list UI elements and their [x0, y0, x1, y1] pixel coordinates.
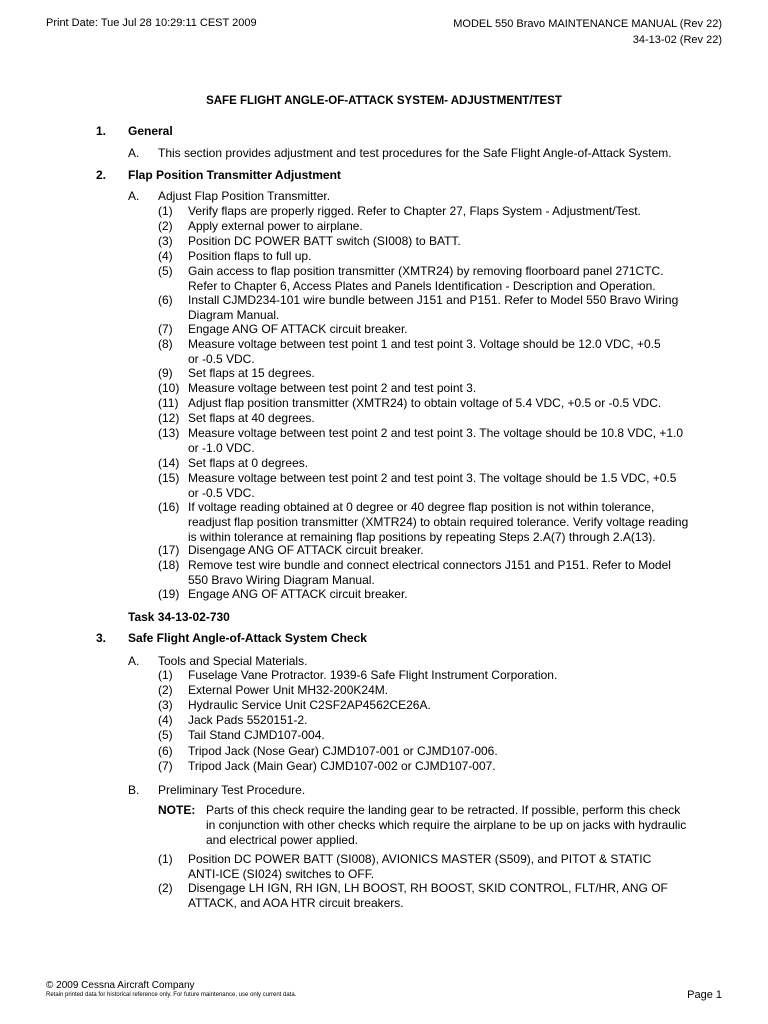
step-line: Measure voltage between test point 2 and test point 3.	[188, 381, 477, 395]
step-line: Diagram Manual.	[188, 308, 280, 322]
step-line: Remove test wire bundle and connect electrical connectors J151 and P151. Refer to Model	[188, 558, 671, 572]
sub-letter: A.	[128, 146, 140, 160]
manual-title: MODEL 550 Bravo MAINTENANCE MANUAL (Rev 22)	[453, 18, 722, 30]
step-line: Tripod Jack (Main Gear) CJMD107-002 or CJMD107-007.	[188, 759, 496, 773]
section-number: 3.	[96, 631, 107, 645]
step-line: or -0.5 VDC.	[188, 352, 255, 366]
note-line: in conjunction with other checks which require the airplane to be up on jacks with hydraulic	[206, 818, 687, 832]
step-text	[188, 293, 702, 323]
step-text	[188, 426, 702, 456]
step-text	[188, 411, 702, 426]
step-text	[188, 337, 702, 367]
step-text	[188, 852, 702, 882]
step-number: (13)	[158, 426, 180, 440]
sub-letter: B.	[128, 783, 140, 797]
step-line: 550 Bravo Wiring Diagram Manual.	[188, 573, 375, 587]
step-line: Adjust flap position transmitter (XMTR24) to obtain voltage of 5.4 VDC, +0.5 or -0.5 VDC.	[188, 396, 662, 410]
step-line: Position DC POWER BATT (SI008), AVIONICS MASTER (S509), and PITOT & STATIC	[188, 852, 652, 866]
note-text	[206, 803, 702, 848]
step-number: (5)	[158, 264, 173, 278]
page-title: SAFE FLIGHT ANGLE-OF-ATTACK SYSTEM- ADJUSTMENT/TEST	[206, 95, 562, 107]
step-line: is within tolerance at remaining flap positions by repeating Steps 2.A(7) through 2.A(13).	[188, 530, 656, 544]
step-line: Engage ANG OF ATTACK circuit breaker.	[188, 587, 408, 601]
step-line: Refer to Chapter 6, Access Plates and Panels Identification - Description and Operation.	[188, 279, 656, 293]
step-text	[188, 366, 702, 381]
step-text	[188, 471, 702, 501]
step-number: (15)	[158, 471, 180, 485]
step-text	[188, 219, 702, 234]
step-number: (7)	[158, 759, 173, 773]
step-text	[188, 744, 702, 759]
step-text	[188, 587, 702, 602]
step-number: (1)	[158, 852, 173, 866]
step-text	[188, 713, 702, 728]
step-line: Set flaps at 0 degrees.	[188, 456, 309, 470]
step-text	[188, 683, 702, 698]
step-line: Disengage ANG OF ATTACK circuit breaker.	[188, 543, 424, 557]
step-text	[188, 500, 702, 545]
step-number: (11)	[158, 396, 179, 410]
step-number: (17)	[158, 543, 180, 557]
step-number: (16)	[158, 500, 180, 514]
step-line: Hydraulic Service Unit C2SF2AP4562CE26A.	[188, 698, 431, 712]
step-number: (4)	[158, 249, 173, 263]
step-number: (1)	[158, 668, 173, 682]
step-number: (18)	[158, 558, 180, 572]
step-number: (3)	[158, 698, 173, 712]
step-number: (7)	[158, 322, 173, 336]
section-code: 34-13-02 (Rev 22)	[632, 34, 722, 46]
step-number: (2)	[158, 683, 173, 697]
step-number: (3)	[158, 234, 173, 248]
retention-notice: Retain printed data for historical reference only. For future maintenance, use only current data.	[46, 992, 297, 998]
step-line: ATTACK, and AOA HTR circuit breakers.	[188, 896, 404, 910]
step-line: Tripod Jack (Nose Gear) CJMD107-001 or CJMD107-006.	[188, 744, 498, 758]
step-line: Set flaps at 40 degrees.	[188, 411, 315, 425]
step-line: Tail Stand CJMD107-004.	[188, 728, 325, 742]
step-line: Gain access to flap position transmitter (XMTR24) by removing floorboard panel 271CTC.	[188, 264, 664, 278]
step-text	[188, 396, 702, 411]
step-text	[188, 558, 702, 588]
step-line: External Power Unit MH32-200K24M.	[188, 683, 389, 697]
step-number: (19)	[158, 587, 180, 601]
section-label: Flap Position Transmitter Adjustment	[128, 168, 341, 182]
step-number: (9)	[158, 366, 173, 380]
step-line: Apply external power to airplane.	[188, 219, 363, 233]
step-number: (10)	[158, 381, 180, 395]
step-number: (5)	[158, 728, 173, 742]
step-text	[188, 264, 702, 294]
step-line: Position flaps to full up.	[188, 249, 312, 263]
step-text	[188, 204, 702, 219]
step-number: (14)	[158, 456, 180, 470]
step-text	[188, 881, 702, 911]
manual-header	[453, 16, 722, 48]
step-text	[188, 668, 702, 683]
note-label: NOTE:	[158, 803, 196, 817]
step-line: or -1.0 VDC.	[188, 441, 255, 455]
step-number: (2)	[158, 881, 173, 895]
sub-text: Tools and Special Materials.	[158, 654, 308, 668]
step-text	[188, 381, 702, 396]
step-text	[188, 759, 702, 774]
step-text	[188, 234, 702, 249]
section-label: Safe Flight Angle-of-Attack System Check	[128, 631, 367, 645]
step-text	[188, 322, 702, 337]
step-line: ANTI-ICE (SI024) switches to OFF.	[188, 867, 375, 881]
step-number: (6)	[158, 293, 173, 307]
section-number: 2.	[96, 168, 107, 182]
section-number: 1.	[96, 124, 107, 138]
step-line: Install CJMD234-101 wire bundle between J151 and P151. Refer to Model 550 Bravo Wiring	[188, 293, 679, 307]
step-line: Measure voltage between test point 2 and test point 3. The voltage should be 1.5 VDC, +0.5	[188, 471, 677, 485]
step-line: Measure voltage between test point 1 and test point 3. Voltage should be 12.0 VDC, +0.5	[188, 337, 661, 351]
sub-text: This section provides adjustment and test procedures for the Safe Flight Angle-of-Attack System.	[158, 146, 672, 160]
step-number: (8)	[158, 337, 173, 351]
step-line: Engage ANG OF ATTACK circuit breaker.	[188, 322, 408, 336]
sub-text: Adjust Flap Position Transmitter.	[158, 189, 331, 203]
note-line: and electrical power applied.	[206, 833, 359, 847]
step-line: Jack Pads 5520151-2.	[188, 713, 308, 727]
step-line: Fuselage Vane Protractor. 1939-6 Safe Flight Instrument Corporation.	[188, 668, 558, 682]
step-line: Set flaps at 15 degrees.	[188, 366, 315, 380]
step-line: Position DC POWER BATT switch (SI008) to BATT.	[188, 234, 461, 248]
step-line: Measure voltage between test point 2 and test point 3. The voltage should be 10.8 VDC, +1.0	[188, 426, 684, 440]
step-line: Verify flaps are properly rigged. Refer to Chapter 27, Flaps System - Adjustment/Test.	[188, 204, 641, 218]
sub-text: Preliminary Test Procedure.	[158, 783, 306, 797]
step-text	[188, 456, 702, 471]
step-text	[188, 698, 702, 713]
step-line: If voltage reading obtained at 0 degree or 40 degree flap position is not within tolerance,	[188, 500, 655, 514]
step-line: readjust flap position transmitter (XMTR24) to obtain required tolerance. Verify voltage reading	[188, 515, 689, 529]
step-text	[188, 249, 702, 264]
step-number: (4)	[158, 713, 173, 727]
print-date: Print Date: Tue Jul 28 10:29:11 CEST 2009	[46, 17, 257, 29]
page-number: Page 1	[687, 989, 722, 1001]
step-line: or -0.5 VDC.	[188, 486, 255, 500]
step-text	[188, 728, 702, 743]
note-line: Parts of this check require the landing gear to be retracted. If possible, perform this check	[206, 803, 681, 817]
task-number: Task 34-13-02-730	[128, 610, 230, 624]
step-number: (1)	[158, 204, 173, 218]
step-text	[188, 543, 702, 558]
copyright: © 2009 Cessna Aircraft Company	[46, 980, 195, 991]
step-line: Disengage LH IGN, RH IGN, LH BOOST, RH BOOST, SKID CONTROL, FLT/HR, ANG OF	[188, 881, 668, 895]
step-number: (12)	[158, 411, 180, 425]
section-label: General	[128, 124, 173, 138]
step-number: (6)	[158, 744, 173, 758]
sub-letter: A.	[128, 189, 140, 203]
sub-letter: A.	[128, 654, 140, 668]
step-number: (2)	[158, 219, 173, 233]
